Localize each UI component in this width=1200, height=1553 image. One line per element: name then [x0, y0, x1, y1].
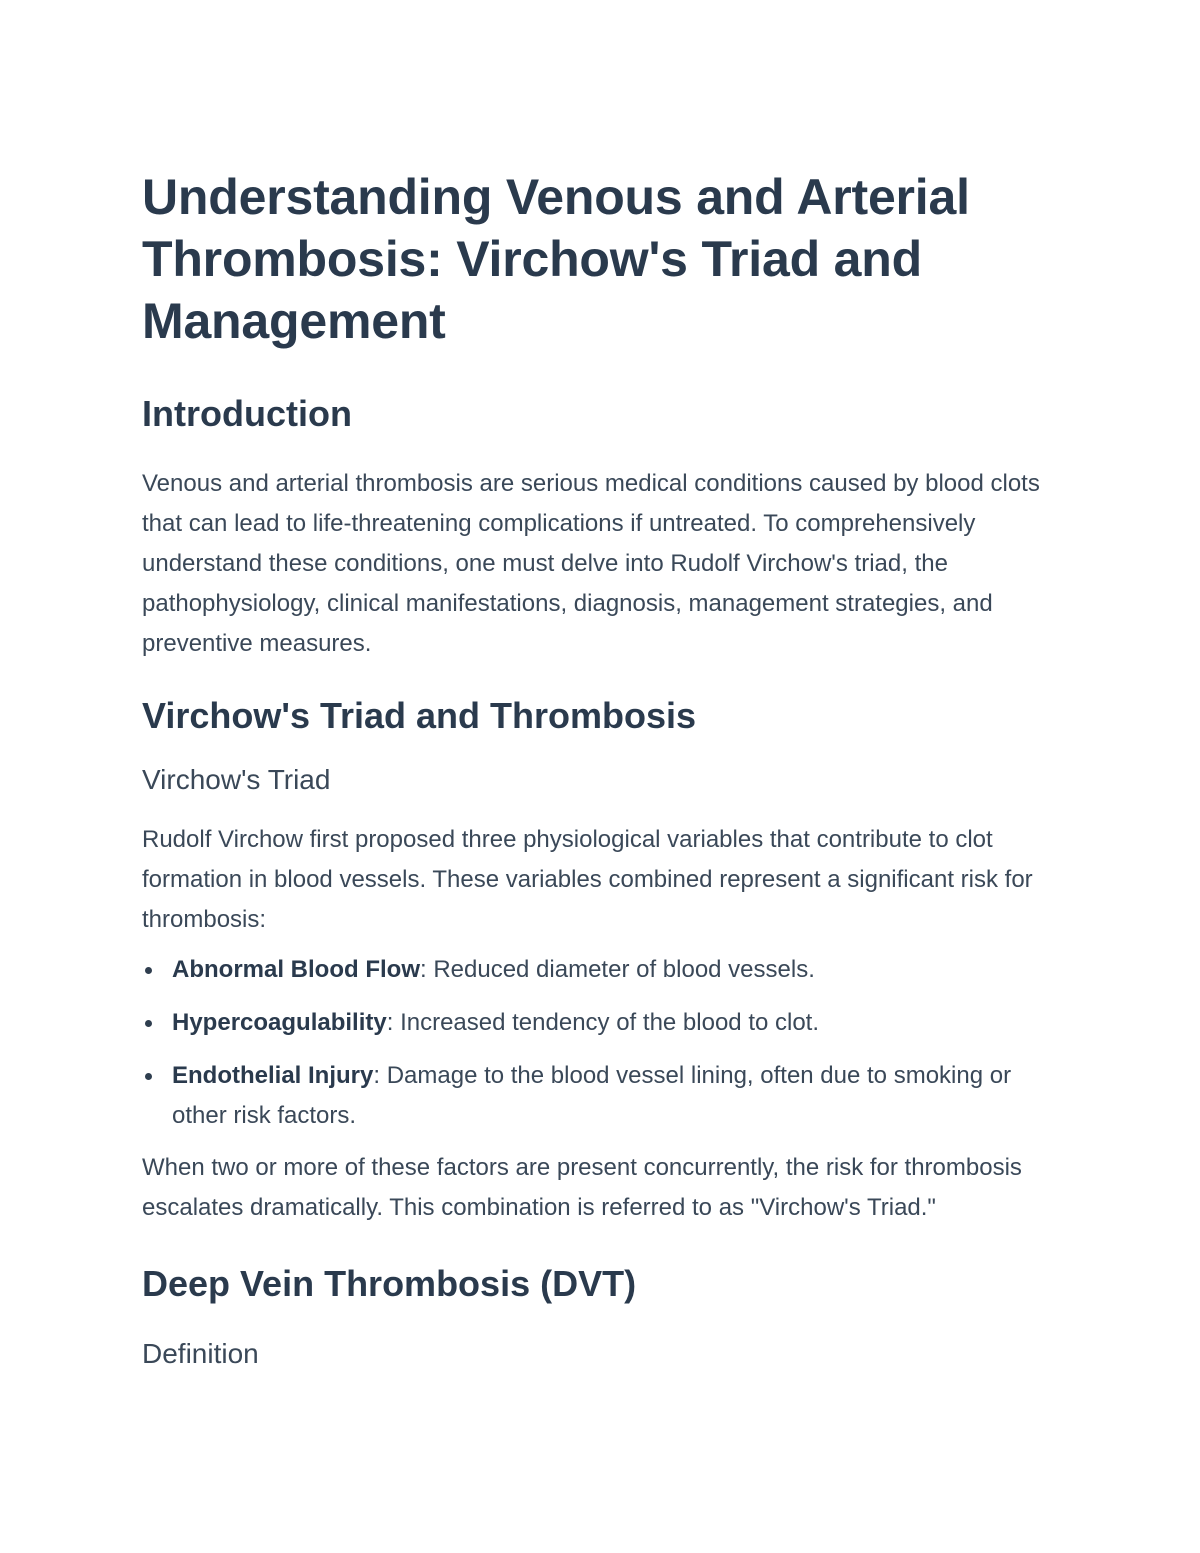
factor-term: Hypercoagulability	[172, 1009, 387, 1036]
factor-description: : Reduced diameter of blood vessels.	[419, 956, 815, 983]
introduction-paragraph: Venous and arterial thrombosis are serious medical conditions caused by blood clots that can lead to life-threatening complications if untreated. To comprehensively understand these conditions, one must delve into Rudolf Virchow's triad, the pathophysiology, clinical manifestations, diagnosis, management strategies, and preventive measures.	[142, 470, 1040, 657]
virchow-section-heading: Virchow's Triad and Thrombosis	[142, 695, 697, 736]
virchow-triad-paragraph: Rudolf Virchow first proposed three physiological variables that contribute to clot formation in blood vessels. These variables combined represent a significant risk for thrombosis:	[142, 826, 1033, 933]
dvt-definition-subheading: Definition	[142, 1338, 259, 1369]
virchow-triad-subheading: Virchow's Triad	[142, 764, 331, 795]
factor-term: Endothelial Injury	[172, 1062, 374, 1089]
list-item	[142, 950, 1062, 990]
bullet-icon	[145, 967, 152, 974]
bullet-icon	[145, 1020, 152, 1027]
bullet-icon	[145, 1073, 152, 1080]
list-item	[142, 1003, 1062, 1043]
document-title: Understanding Venous and Arterial Thrombosis: Virchow's Triad and Management	[142, 169, 970, 349]
factor-description: : Increased tendency of the blood to clot.	[386, 1009, 820, 1036]
document-page	[142, 166, 1062, 1372]
factor-description: : Damage to the blood vessel lining, often due to smoking or other risk factors.	[172, 1062, 1012, 1129]
list-item	[142, 1056, 1062, 1136]
triad-factors-list	[142, 950, 1062, 1136]
dvt-section-heading: Deep Vein Thrombosis (DVT)	[142, 1263, 637, 1304]
virchow-closing-paragraph: When two or more of these factors are present concurrently, the risk for thrombosis escalates dramatically. This combination is referred to as "Virchow's Triad."	[142, 1154, 1022, 1221]
introduction-heading: Introduction	[142, 393, 352, 434]
factor-term: Abnormal Blood Flow	[172, 956, 420, 983]
